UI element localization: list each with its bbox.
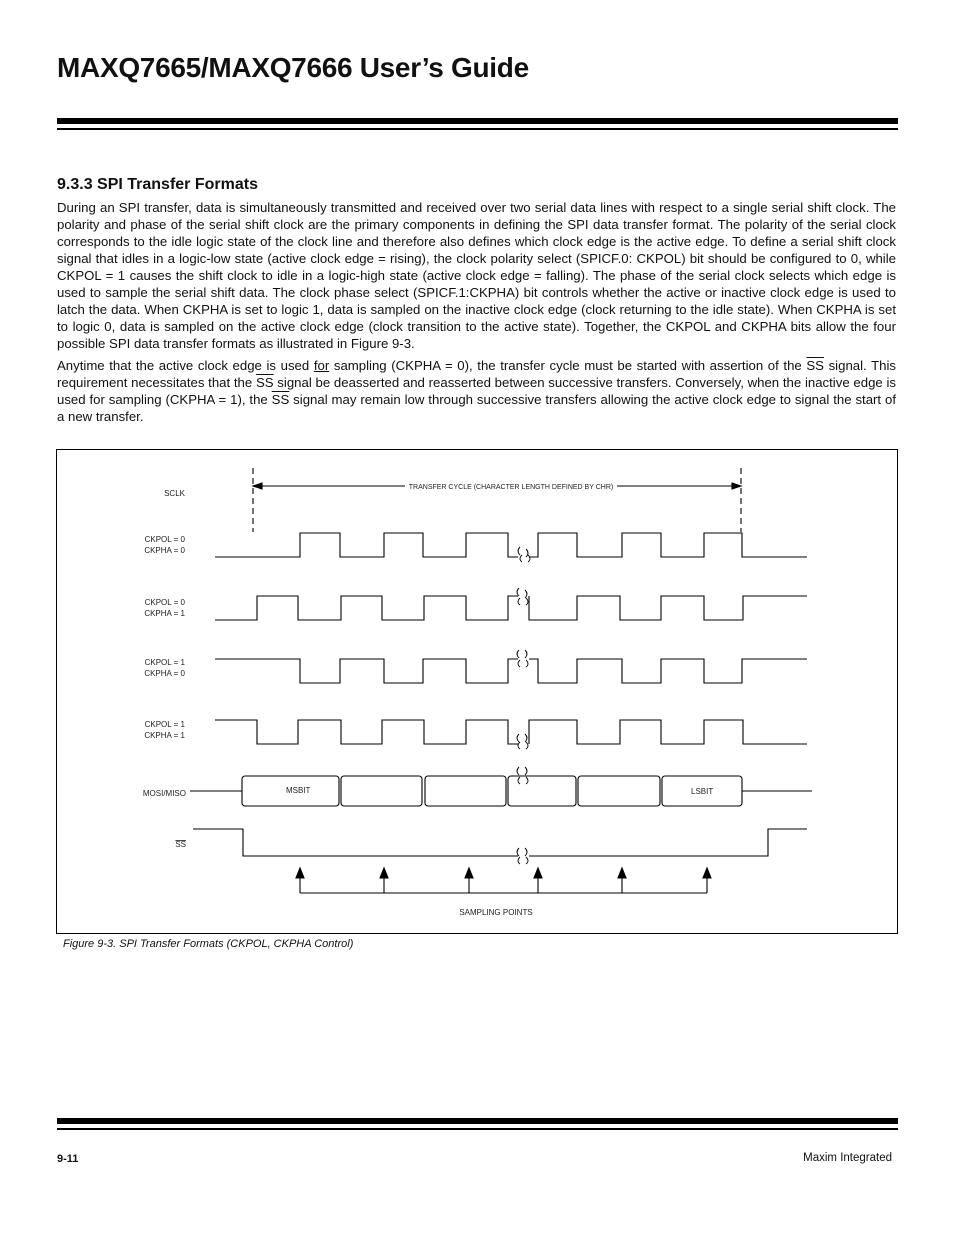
lsbit-label: LSBIT <box>691 787 714 796</box>
figure-caption: Figure 9-3. SPI Transfer Formats (CKPOL, CKPHA Control) <box>63 938 354 950</box>
ss-overline-text: $\overline{SS}$ <box>806 358 824 373</box>
clock-waveform-ckpol1-ckpha1 <box>215 720 807 744</box>
row2-label-line1: CKPOL = 0 <box>144 598 185 607</box>
arrowhead-left <box>253 483 262 489</box>
row3-label-line2: CKPHA = 0 <box>144 669 185 678</box>
sclk-label: SCLK <box>164 489 185 498</box>
break-marks <box>517 547 530 864</box>
row4-label-line1: CKPOL = 1 <box>144 720 185 729</box>
row2-label-line2: CKPHA = 1 <box>144 609 185 618</box>
clock-waveform-ckpol1-ckpha0 <box>215 659 807 683</box>
mosi-miso-label: MOSI/MISO <box>142 789 186 798</box>
clock-waveform-ckpol0-ckpha0 <box>215 533 807 557</box>
footer-rule-thin <box>57 1128 898 1130</box>
row1-label-line2: CKPHA = 0 <box>144 546 185 555</box>
arrowhead-right <box>732 483 741 489</box>
ss-waveform <box>193 829 807 856</box>
transfer-cycle-label: TRANSFER CYCLE (CHARACTER LENGTH DEFINED BY CHR) <box>408 484 614 491</box>
ss-overline-text: $\overline{SS}$ <box>255 375 274 390</box>
ss-signal-label: SS <box>175 840 186 849</box>
underlined-word: for <box>313 358 330 373</box>
row4-label-line2: CKPHA = 1 <box>144 731 185 740</box>
footer-rule-thick <box>57 1118 898 1124</box>
sampling-arrows <box>296 868 711 893</box>
page-number: 9-11 <box>57 1153 79 1165</box>
page-title: MAXQ7665/MAXQ7666 User’s Guide <box>57 52 529 83</box>
msbit-label: MSBIT <box>286 786 311 795</box>
data-bit-cell <box>341 776 422 806</box>
company-name: Maxim Integrated <box>803 1152 892 1164</box>
section-heading: 9.3.3 SPI Transfer Formats <box>57 176 258 193</box>
row1-label-line1: CKPOL = 0 <box>144 535 185 544</box>
sampling-points-label: SAMPLING POINTS <box>459 908 533 917</box>
body-paragraph-2: Anytime that the active clock edge is used for sampling (CKPHA = 0), the transfer cycle must be started with assertion of the $\overline{SS}$ signal. This requirement necessitates that the $\overline{SS}$ signal be deasserted and reasserted between successive transfers. Conversely, when the inactive edge is used for sampling (CKPHA = 1), the $\overline{SS}$ signal may remain low through successive transfers allowing the active clock edge to signal the start of a new transfer. <box>57 358 896 424</box>
ss-overline-text: $\overline{SS}$ <box>271 392 290 407</box>
clock-waveform-ckpol0-ckpha1 <box>215 596 807 620</box>
data-bit-cell <box>425 776 506 806</box>
data-bit-cell <box>578 776 660 806</box>
row3-label-line1: CKPOL = 1 <box>144 658 185 667</box>
body-paragraph-1: During an SPI transfer, data is simultaneously transmitted and received over two serial data lines with respect to a single serial shift clock. The polarity and phase of the serial shift clock are the primary components in defining the SPI data transfer format. The polarity of the serial clock corresponds to the idle logic state of the clock line and therefore also defines which clock edge is the active edge. To define a serial shift clock signal that idles in a logic-low state (active clock edge = rising), the clock polarity select (SPICF.0: CKPOL) bit should be configured to 0, while CKPOL = 1 causes the shift clock to idle in a logic-high state (active clock edge = falling). The phase of the serial clock selects which edge is used to sample the serial shift data. The clock phase select (SPICF.1:CKPHA) bit controls whether the active or inactive clock edge is used to latch the data. When CKPHA is set to logic 1, data is sampled on the inactive clock edge (clock returning to the idle state). When CKPHA is set to logic 0, data is sampled on the active clock edge (clock transition to the active state). Together, the CKPOL and CKPHA bits allow the four possible SPI data transfer formats as illustrated in Figure 9-3. <box>57 200 896 351</box>
